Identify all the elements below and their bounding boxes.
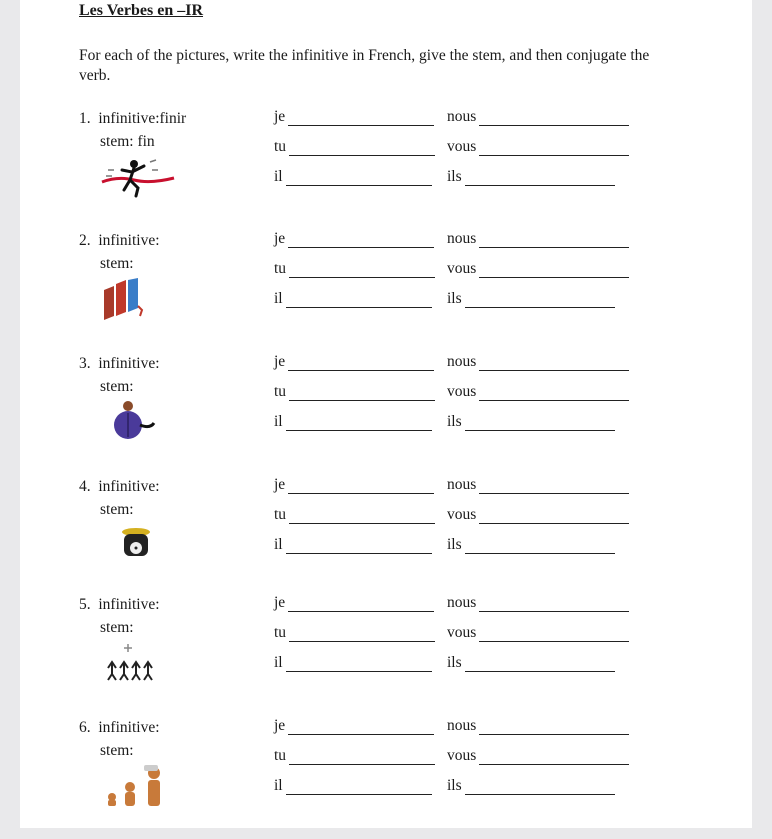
conj-nous: nous [447,108,629,126]
conj-je: je [274,476,434,494]
exercise-stem: stem: [100,501,134,518]
conj-ils: ils [447,413,615,431]
worksheet-page [20,0,752,828]
answer-line-il[interactable] [286,539,432,554]
conj-vous: vous [447,747,629,765]
exercise-infinitive: 6. infinitive: [79,719,160,736]
answer-line-tu[interactable] [289,750,435,765]
exercise-infinitive: 4. infinitive: [79,478,160,495]
answer-line-il[interactable] [286,171,432,186]
answer-line-nous[interactable] [479,479,629,494]
answer-line-tu[interactable] [289,263,435,278]
answer-line-il[interactable] [286,416,432,431]
answer-line-nous[interactable] [479,597,629,612]
conj-il: il [274,536,432,554]
conj-je: je [274,717,434,735]
answer-line-je[interactable] [288,111,434,126]
open-doors-icon [98,276,178,320]
answer-line-nous[interactable] [479,233,629,248]
conj-je: je [274,108,434,126]
answer-line-il[interactable] [286,657,432,672]
exercise-infinitive: 3. infinitive: [79,355,160,372]
conj-nous: nous [447,230,629,248]
answer-line-je[interactable] [288,233,434,248]
answer-line-vous[interactable] [479,386,629,401]
answer-line-vous[interactable] [479,750,629,765]
exercise-stem: stem: [100,378,134,395]
finish-line-runner-icon [98,154,178,198]
conj-tu: tu [274,624,435,642]
conj-nous: nous [447,476,629,494]
conj-je: je [274,594,434,612]
conj-tu: tu [274,506,435,524]
exercise-stem: stem: fin [100,133,155,150]
answer-line-ils[interactable] [465,416,615,431]
conj-nous: nous [447,594,629,612]
conj-il: il [274,290,432,308]
answer-line-je[interactable] [288,597,434,612]
conj-tu: tu [274,260,435,278]
conj-ils: ils [447,290,615,308]
answer-line-je[interactable] [288,479,434,494]
conj-vous: vous [447,383,629,401]
answer-line-il[interactable] [286,293,432,308]
answer-line-tu[interactable] [289,141,435,156]
exercise-stem: stem: [100,255,134,272]
answer-line-nous[interactable] [479,356,629,371]
answer-line-ils[interactable] [465,171,615,186]
conj-ils: ils [447,654,615,672]
answer-line-ils[interactable] [465,293,615,308]
conj-vous: vous [447,624,629,642]
exercise-1 [20,110,752,230]
answer-line-tu[interactable] [289,509,435,524]
exercise-stem: stem: [100,619,134,636]
instructions: For each of the pictures, write the infinitive in French, give the stem, and then conjugate the verb. [79,47,650,84]
conj-nous: nous [447,717,629,735]
conj-vous: vous [447,260,629,278]
exercise-6 [20,719,752,839]
conj-tu: tu [274,747,435,765]
answer-line-ils[interactable] [465,657,615,672]
conj-vous: vous [447,506,629,524]
growing-fat-person-icon [98,399,178,443]
exercise-2 [20,232,752,352]
answer-line-tu[interactable] [289,627,435,642]
conj-il: il [274,168,432,186]
exercise-infinitive: 1. infinitive:finir [79,110,187,127]
answer-line-il[interactable] [286,780,432,795]
conj-je: je [274,230,434,248]
choosing-people-icon [98,640,178,684]
answer-line-vous[interactable] [479,263,629,278]
conj-tu: tu [274,383,435,401]
answer-line-je[interactable] [288,356,434,371]
answer-line-nous[interactable] [479,111,629,126]
conj-je: je [274,353,434,371]
conj-tu: tu [274,138,435,156]
exercise-3 [20,355,752,475]
exercise-5 [20,596,752,716]
answer-line-vous[interactable] [479,509,629,524]
conj-vous: vous [447,138,629,156]
answer-line-vous[interactable] [479,141,629,156]
answer-line-tu[interactable] [289,386,435,401]
answer-line-vous[interactable] [479,627,629,642]
answer-line-nous[interactable] [479,720,629,735]
exercise-infinitive: 5. infinitive: [79,596,160,613]
conj-ils: ils [447,168,615,186]
growing-figures-icon [98,763,178,807]
worksheet-title: Les Verbes en –IR [79,2,204,19]
conj-ils: ils [447,777,615,795]
conj-il: il [274,654,432,672]
answer-line-ils[interactable] [465,780,615,795]
conj-il: il [274,413,432,431]
conj-nous: nous [447,353,629,371]
conj-ils: ils [447,536,615,554]
conj-il: il [274,777,432,795]
exercise-stem: stem: [100,742,134,759]
answer-line-ils[interactable] [465,539,615,554]
exercise-infinitive: 2. infinitive: [79,232,160,249]
alarm-clock-icon [98,522,178,566]
exercise-4 [20,478,752,598]
answer-line-je[interactable] [288,720,434,735]
